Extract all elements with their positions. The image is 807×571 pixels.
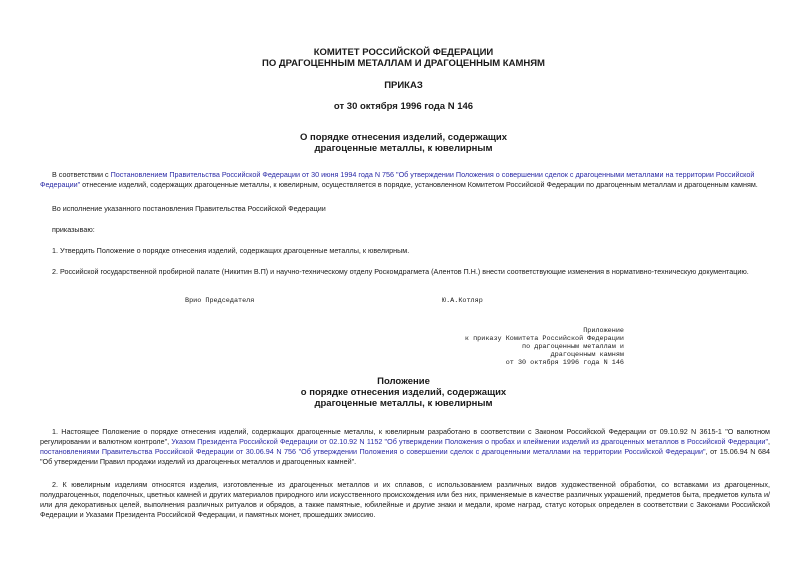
intro-prefix: В соответствии с bbox=[52, 170, 111, 179]
reg-p1-text2: , bbox=[768, 437, 771, 446]
signature-position: Врио Председателя bbox=[185, 297, 255, 305]
doc-title-line2: драгоценные металлы, к ювелирным bbox=[314, 143, 493, 154]
intro-paragraph bbox=[40, 170, 770, 190]
appendix-block bbox=[465, 327, 624, 367]
order-item-2: 2. Российской государственной пробирной палате (Никитин В.П) и научно-техническому отделу Роскомдрагмета (Алентов П.Н.) внести соответствующие изменения в нормативно-техническую документацию. bbox=[52, 267, 749, 276]
regulation-title-line1: Положение bbox=[377, 376, 430, 387]
appendix-line4: драгоценным камням bbox=[550, 351, 624, 359]
org-name-line1: КОМИТЕТ РОССИЙСКОЙ ФЕДЕРАЦИИ bbox=[313, 47, 494, 58]
appendix-line1: Приложение bbox=[583, 327, 624, 335]
doc-date: от 30 октября 1996 года N 146 bbox=[333, 101, 474, 112]
resolution-756-link[interactable]: постановлениями Правительства Российской Федерации от 30.06.94 N 756 "Об утверждении Положения о совершении сделок с драгоценными металлами на территории Российской Федерации" bbox=[40, 447, 706, 456]
regulation-paragraph-1 bbox=[40, 427, 770, 467]
decree-756-link[interactable]: Постановлением Правительства Российской Федерации от 30 июня 1994 года N 756 "Об утверждении Положения о совершении сделок с драгоценными металлами на территории Российской Федерации" bbox=[40, 170, 755, 189]
doc-title-line1: О порядке отнесения изделий, содержащих bbox=[299, 132, 508, 143]
decree-1152-link[interactable]: Указом Президента Российской Федерации от 02.10.92 N 1152 "Об утверждении Положения о пробах и клеймении изделий из драгоценных металлов в Российской Федерации" bbox=[171, 437, 769, 446]
regulation-title-line3: драгоценные металлы, к ювелирным bbox=[314, 398, 493, 409]
signature-name: Ю.А.Котляр bbox=[442, 297, 483, 305]
regulation-paragraph-2: 2. К ювелирным изделиям относятся изделия, изготовленные из драгоценных металлов и их сплавов, с использованием различных видов художественной обработки, со вставками из драгоценных, полудрагоценных, поделочных, цветных камней и других материалов природного или искусственного происхождения или без них, применяемые в качестве различных украшений, предметов быта, предметов культа и/или для декоративных целей, выполнения различных ритуалов и обрядов, а также памятные, юбилейные и другие знаки и медали, кроме наград, статус которых определен в соответствии с Законами Российской Федерации и Указами Президента Российской Федерации, и памятных монет, прошедших эмиссию. bbox=[40, 480, 770, 519]
reg-p1-text3: , от 15.06.94 N 684 "Об утверждении Правил продажи изделий из драгоценных металлов и драгоценных камней". bbox=[40, 447, 770, 466]
order-item-1: 1. Утвердить Положение о порядке отнесения изделий, содержащих драгоценные металлы, к ювелирным. bbox=[52, 246, 410, 255]
paragraph-execution: Во исполнение указанного постановления Правительства Российской Федерации bbox=[52, 204, 326, 213]
paragraph-order-word: приказываю: bbox=[52, 225, 95, 234]
regulation-title-line2: о порядке отнесения изделий, содержащих bbox=[300, 387, 507, 398]
intro-suffix: отнесение изделий, содержащих драгоценные металлы, к ювелирным, осуществляется в порядке, установленном Комитетом Российской Федерации по драгоценным металлам и драгоценным камням. bbox=[80, 180, 758, 189]
appendix-line5: от 30 октября 1996 года N 146 bbox=[505, 359, 624, 367]
doc-type: ПРИКАЗ bbox=[384, 80, 423, 91]
appendix-line2: к приказу Комитета Российской Федерации bbox=[464, 335, 624, 343]
org-name-line2: ПО ДРАГОЦЕННЫМ МЕТАЛЛАМ И ДРАГОЦЕННЫМ КАМНЯМ bbox=[262, 58, 545, 69]
appendix-line3: по драгоценным металлам и bbox=[522, 343, 624, 351]
reg-p1-text1: 1. Настоящее Положение о порядке отнесения изделий, содержащих драгоценные металлы, к ювелирным разработано в соответствии с Законом Российской Федерации от 09.10.92 N 3615-1 "О валютном регулировании и валютном контроле", bbox=[40, 427, 770, 446]
